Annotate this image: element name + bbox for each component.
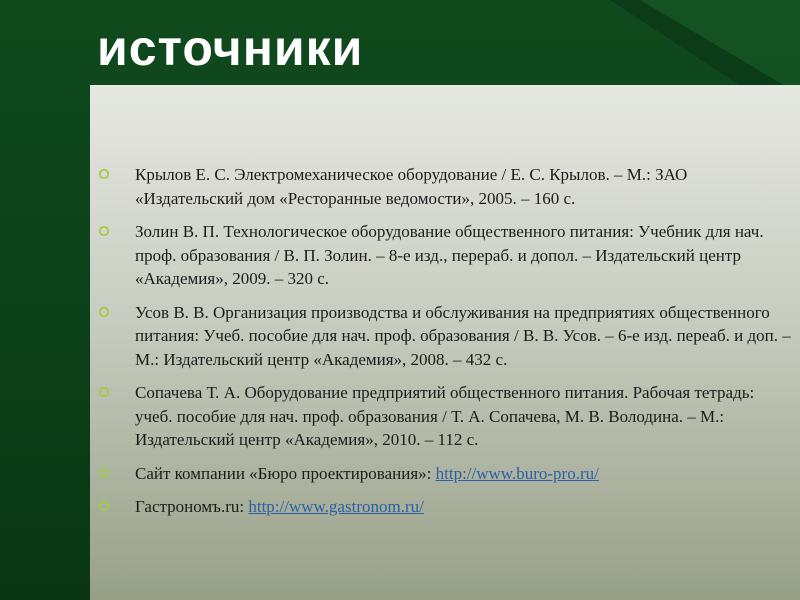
ring-bullet-icon	[98, 168, 110, 180]
source-list	[98, 163, 794, 529]
source-item	[98, 220, 794, 291]
source-item	[98, 381, 794, 452]
source-text: Усов В. В. Организация производства и обслуживания на предприятиях общественного питания: Учеб. пособие для нач. проф. образования / В. В. Усов. – 6-е изд. переаб. и доп. – М.: Издательский центр «Академия», 2008. – 432 с.	[135, 302, 791, 369]
source-item	[98, 163, 794, 210]
ring-bullet-icon	[98, 225, 110, 237]
source-text: Сопачева Т. А. Оборудование предприятий общественного питания. Рабочая тетрадь: учеб. пособие для нач. проф. образования / Т. А. Сопачева, М. В. Володина. – М.: Издательский центр «Академия», 2010. – 112 с.	[135, 383, 755, 449]
source-text: Золин В. П. Технологическое оборудование общественного питания: Учебник для нач. проф. образования / В. П. Золин. – 8-е изд., перераб. и допол. – Издательский центр «Академия», 2009. – 320 с.	[135, 222, 764, 288]
buro-pro-link[interactable]: http://www.buro-pro.ru/	[435, 463, 599, 483]
ring-bullet-icon	[98, 386, 110, 398]
source-text: Крылов Е. С. Электромеханическое оборудование / Е. С. Крылов. – М.: ЗАО «Издательский дом «Ресторанные ведомости», 2005. – 160 с.	[135, 165, 688, 208]
ring-bullet-icon	[98, 500, 110, 512]
gastronom-link[interactable]: http://www.gastronom.ru/	[248, 497, 424, 516]
source-item	[98, 495, 794, 519]
slide-title: источники	[97, 20, 364, 76]
source-item	[98, 301, 794, 372]
source-text: Сайт компании «Бюро проектирования»:	[135, 463, 436, 483]
source-item	[98, 462, 794, 486]
ring-bullet-icon	[98, 467, 110, 479]
ring-bullet-icon	[98, 306, 110, 318]
source-text: Гастрономъ.ru:	[135, 497, 249, 516]
